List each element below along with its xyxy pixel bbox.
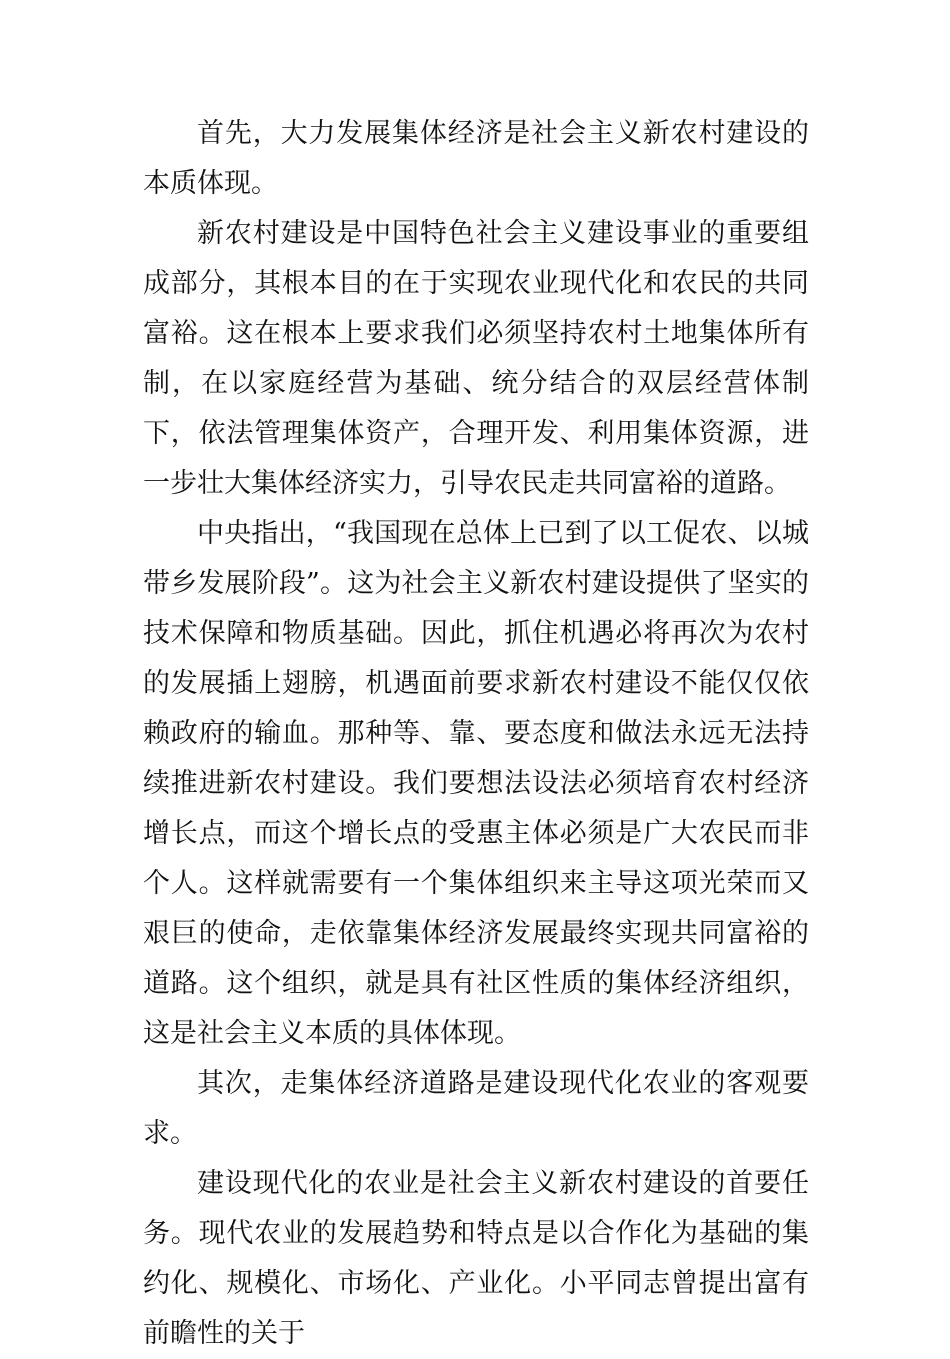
paragraph: 其次，走集体经济道路是建设现代化农业的客观要求。 [143,1068,809,1149]
paragraph: 中央指出，“我国现在总体上已到了以工促农、以城带乡发展阶段”。这为社会主义新农村建设提供了坚实的技术保障和物质基础。因此，抓住机遇必将再次为农村的发展插上翅膀，机遇面前要求新农村建设不能仅仅依赖政府的输血。那种等、靠、要态度和做法永远无法持续推进新农村建设。我们要想法设法必须培育农村经济增长点，而这个增长点的受惠主体必须是广大农民而非个人。这样就需要有一个集体组织来主导这项光荣而又艰巨的使命，走依靠集体经济发展最终实现共同富裕的道路。这个组织，就是具有社区性质的集体经济组织，这是社会主义本质的具体体现。 [143,518,809,1049]
document-body [143,109,809,1359]
paragraph: 建设现代化的农业是社会主义新农村建设的首要任务。现代农业的发展趋势和特点是以合作化为基础的集约化、规模化、市场化、产业化。小平同志曾提出富有前瞻性的关于 [143,1168,809,1349]
paragraph: 新农村建设是中国特色社会主义建设事业的重要组成部分，其根本目的在于实现农业现代化和农民的共同富裕。这在根本上要求我们必须坚持农村土地集体所有制，在以家庭经营为基础、统分结合的双层经营体制下，依法管理集体资产，合理开发、利用集体资源，进一步壮大集体经济实力，引导农民走共同富裕的道路。 [143,218,809,499]
paragraph: 首先，大力发展集体经济是社会主义新农村建设的本质体现。 [143,118,809,199]
